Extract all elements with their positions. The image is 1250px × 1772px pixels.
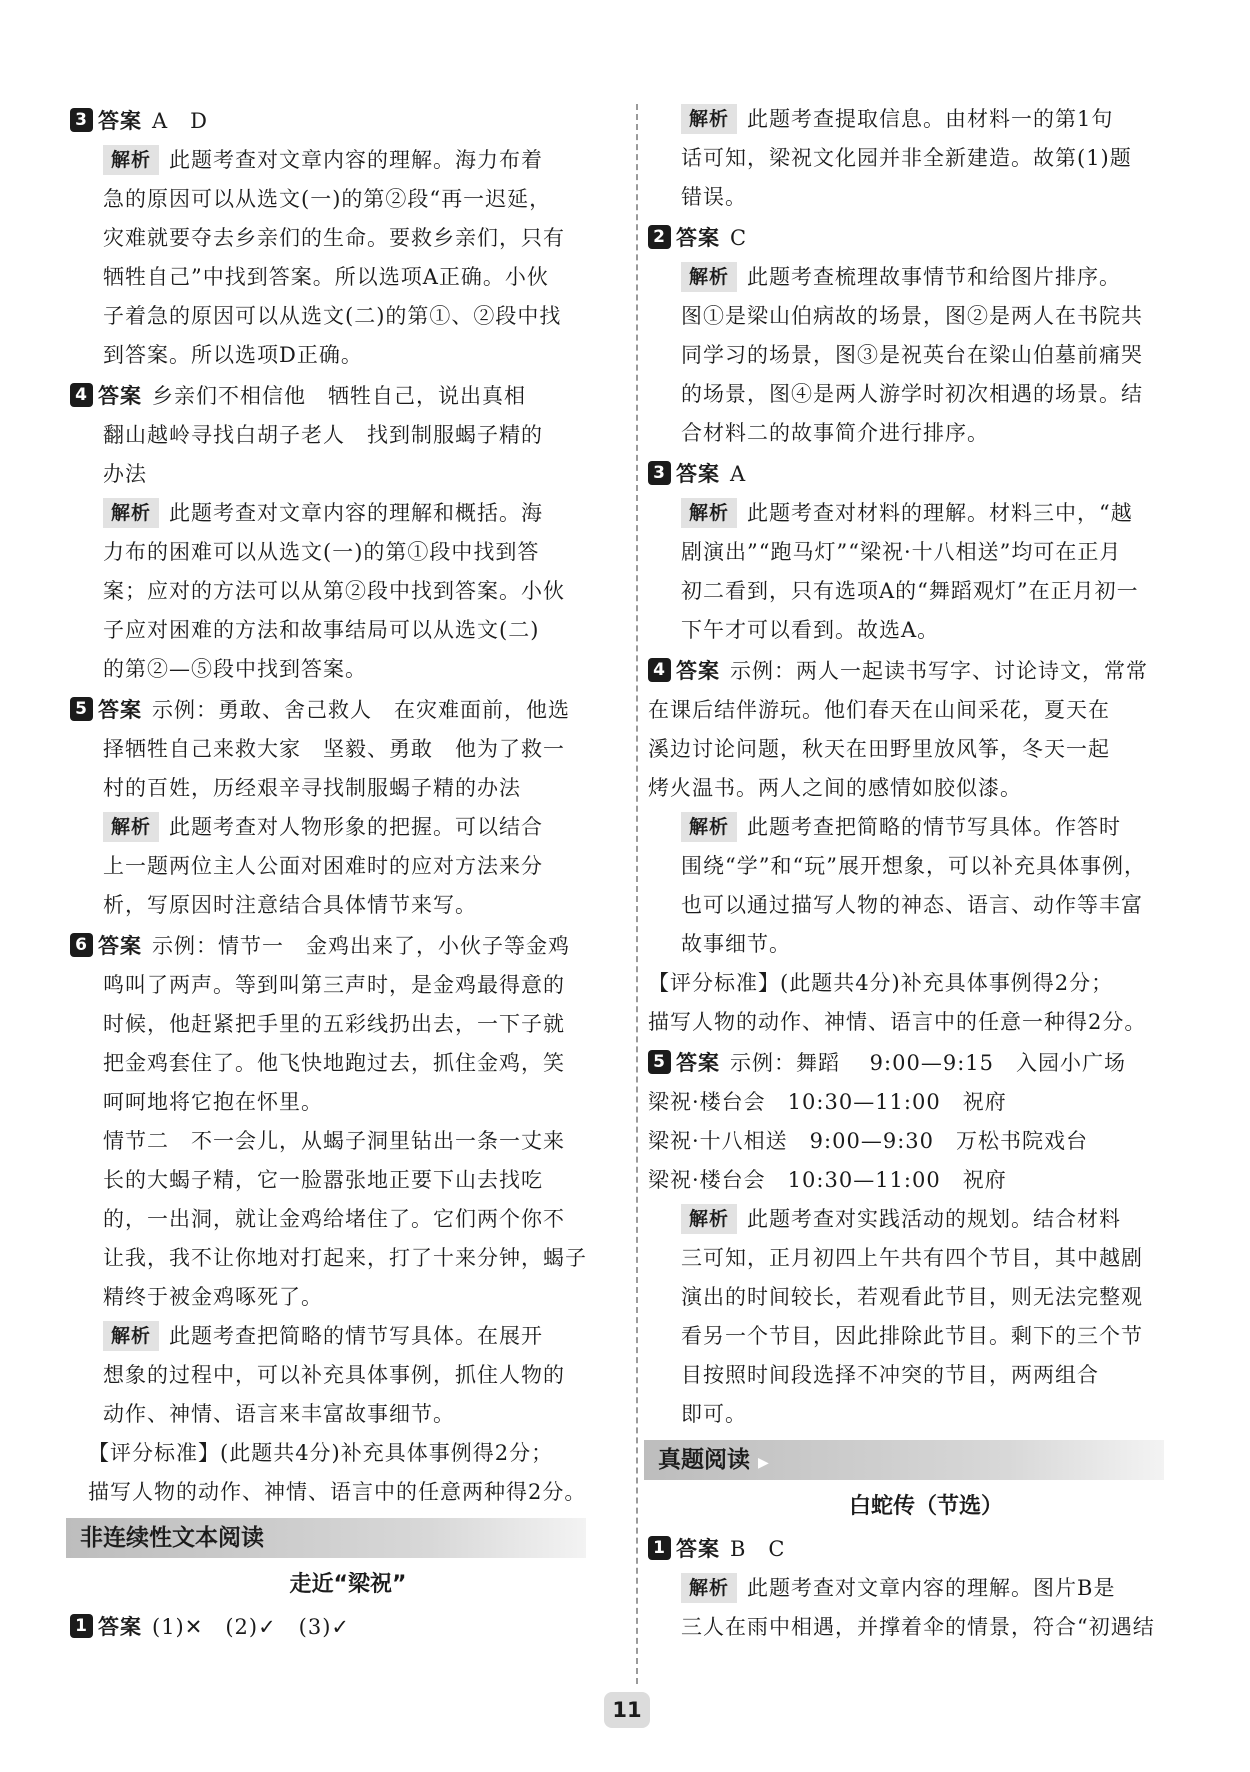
schedule-line: 梁祝·楼台会 10:30—11:00 祝府 [648,1090,1007,1114]
explanation-line: 子应对困难的方法和故事结局可以从选文(二) [103,618,540,642]
question-number: 1 [648,1536,671,1560]
answer-q3 [70,102,626,141]
explanation-tag: 解析 [681,1573,737,1603]
answer-q2 [648,219,1204,258]
explanation-tag: 解析 [681,104,737,134]
explanation-tag: 解析 [103,498,159,528]
schedule-line: 梁祝·十八相送 9:00—9:30 万松书院戏台 [648,1129,1088,1153]
answer-q1 [70,1608,626,1647]
explanation-line: 此题考查把简略的情节写具体。在展开 [169,1324,544,1348]
explanation-line: 上一题两位主人公面对困难时的应对方法来分 [103,854,543,878]
explanation-line: 急的原因可以从选文(一)的第②段“再一迟延， [103,187,552,211]
explanation-q3-right [648,494,1204,650]
answer-label: 答案 [98,384,142,408]
explanation-q5 [70,808,626,925]
explanation-line: 下午才可以看到。故选A。 [681,618,940,642]
explanation-line: 看另一个节目，因此排除此节目。剩下的三个节 [681,1324,1143,1348]
explanation-line: 力布的困难可以从选文(一)的第①段中找到答 [103,540,540,564]
answer-text: C [730,226,748,250]
question-number: 5 [70,697,93,721]
answer-label: 答案 [676,226,720,250]
explanation-line: 故事细节。 [681,932,791,956]
passage-title: 白蛇传（节选） [848,1494,1003,1519]
answer-q6-continued [70,966,626,1317]
explanation-line: 三可知，正月初四上午共有四个节目，其中越剧 [681,1246,1143,1270]
answer-text: (1)✕ (2)✓ (3)✓ [152,1615,351,1639]
answer-line: 精终于被金鸡啄死了。 [103,1285,323,1309]
answer-line: 把金鸡套住了。他飞快地跑过去，抓住金鸡，笑 [103,1051,565,1075]
answer-label: 答案 [676,462,720,486]
answer-label: 答案 [98,109,142,133]
section-header-nonlinear-reading [66,1518,586,1558]
answer-q5-right [648,1044,1204,1083]
answer-line: 办法 [103,462,147,486]
answer-line: 示例：两人一起读书写字、讨论诗文，常常 [730,659,1148,683]
explanation-line: 演出的时间较长，若观看此节目，则无法完整观 [681,1285,1143,1309]
explanation-line: 此题考查对材料的理解。材料三中，“越 [747,501,1133,525]
explanation-tag: 解析 [103,145,159,175]
scoring-line: 【评分标准】(此题共4分)补充具体事例得2分； [88,1441,554,1465]
explanation-line: 动作、神情、语言来丰富故事细节。 [103,1402,455,1426]
explanation-line: 此题考查对实践活动的规划。结合材料 [747,1207,1122,1231]
scoring-criteria-q6 [70,1434,626,1512]
answer-text: A D [152,109,209,133]
explanation-line: 目按照时间段选择不冲突的节目，两两组合 [681,1363,1099,1387]
answer-line: 鸣叫了两声。等到叫第三声时，是金鸡最得意的 [103,973,565,997]
explanation-line: 此题考查对人物形象的把握。可以结合 [169,815,544,839]
explanation-line: 此题考查梳理故事情节和给图片排序。 [747,265,1122,289]
schedule-line: 梁祝·楼台会 10:30—11:00 祝府 [648,1168,1007,1192]
question-number: 4 [70,383,93,407]
answer-line: 示例：勇敢、舍己救人 在灾难面前，他选 [152,698,570,722]
question-number: 6 [70,933,93,957]
explanation-tag: 解析 [681,1204,737,1234]
question-number: 5 [648,1050,671,1074]
answer-q1-right [648,1530,1204,1569]
question-number: 3 [648,461,671,485]
right-column [648,100,1204,1647]
explanation-line: 析，写原因时注意结合具体情节来写。 [103,893,477,917]
answer-label: 答案 [98,1615,142,1639]
scoring-line: 描写人物的动作、神情、语言中的任意一种得2分。 [648,1010,1147,1034]
explanation-line: 同学习的场景，图③是祝英台在梁山伯墓前痛哭 [681,343,1143,367]
answer-line: 情节二 不一会儿，从蝎子洞里钻出一条一丈来 [103,1129,565,1153]
answer-q5 [70,691,626,730]
answer-line: 村的百姓，历经艰辛寻找制服蝎子精的办法 [103,776,521,800]
question-number: 3 [70,108,93,132]
explanation-tag: 解析 [681,262,737,292]
page-number: 11 [604,1692,650,1728]
explanation-tag: 解析 [103,1321,159,1351]
explanation-tag: 解析 [103,812,159,842]
explanation-tag: 解析 [681,812,737,842]
answer-q4-continued [70,416,626,494]
explanation-q5-right [648,1200,1204,1434]
answer-line: 让我，我不让你地对打起来，打了十来分钟，蝎子 [103,1246,587,1270]
scoring-line: 描写人物的动作、神情、语言中的任意两种得2分。 [88,1480,587,1504]
explanation-line: 剧演出”“跑马灯”“梁祝·十八相送”均可在正月 [681,540,1122,564]
explanation-line: 此题考查提取信息。由材料一的第1句 [747,107,1114,131]
explanation-q6 [70,1317,626,1434]
answer-label: 答案 [98,934,142,958]
explanation-line: 初二看到，只有选项A的“舞蹈观灯”在正月初一 [681,579,1139,603]
explanation-line: 也可以通过描写人物的神态、语言、动作等丰富 [681,893,1143,917]
answer-line: 乡亲们不相信他 牺牲自己，说出真相 [152,384,526,408]
answer-line: 在课后结伴游玩。他们春天在山间采花，夏天在 [648,698,1110,722]
answer-q4-right [648,652,1204,691]
left-column [70,100,626,1647]
explanation-line: 合材料二的故事简介进行排序。 [681,421,989,445]
explanation-line: 图①是梁山伯病故的场景，图②是两人在书院共 [681,304,1143,328]
answer-text: A [730,462,747,486]
answer-line: 翻山越岭寻找白胡子老人 找到制服蝎子精的 [103,423,543,447]
answer-label: 答案 [676,1051,720,1075]
answer-line: 时候，他赶紧把手里的五彩线扔出去，一下子就 [103,1012,565,1036]
question-number: 4 [648,658,671,682]
explanation-line: 灾难就要夺去乡亲们的生命。要救乡亲们，只有 [103,226,565,250]
answer-label: 答案 [676,659,720,683]
answer-line: 长的大蝎子精，它一脸嚣张地正要下山去找吃 [103,1168,543,1192]
explanation-line: 错误。 [681,185,747,209]
answer-line: 示例：情节一 金鸡出来了，小伙子等金鸡 [152,934,570,958]
answer-q4-right-continued [648,691,1204,808]
answer-text: B C [730,1537,786,1561]
explanation-line: 即可。 [681,1402,747,1426]
explanation-line: 子着急的原因可以从选文(二)的第①、②段中找 [103,304,562,328]
question-number: 2 [648,225,671,249]
section-header-exam-reading [644,1440,1164,1480]
explanation-q4-right [648,808,1204,964]
explanation-q1 [648,100,1204,217]
column-divider [636,104,638,1684]
answer-label: 答案 [98,698,142,722]
answer-label: 答案 [676,1537,720,1561]
explanation-line: 此题考查把简略的情节写具体。作答时 [747,815,1122,839]
explanation-q2 [648,258,1204,453]
passage-title: 走近“梁祝” [289,1572,407,1597]
scoring-criteria-q4 [648,964,1204,1042]
explanation-line: 三人在雨中相遇，并撑着伞的情景，符合“初遇结 [681,1615,1155,1639]
explanation-q3 [70,141,626,375]
answer-q4 [70,377,626,416]
explanation-line: 案；应对的方法可以从第②段中找到答案。小伙 [103,579,565,603]
schedule-line: 示例：舞蹈 9:00—9:15 入园小广场 [730,1051,1126,1075]
answer-line: 的，一出洞，就让金鸡给堵住了。它们两个你不 [103,1207,565,1231]
explanation-line: 此题考查对文章内容的理解。图片B是 [747,1576,1116,1600]
answer-line: 烤火温书。两人之间的感情如胶似漆。 [648,776,1022,800]
answer-q5-continued [70,730,626,808]
section-title: 非连续性文本阅读 [80,1525,264,1551]
schedule-list [648,1083,1204,1200]
explanation-line: 想象的过程中，可以补充具体事例，抓住人物的 [103,1363,565,1387]
section-arrow-icon: ▶ [758,1455,769,1471]
explanation-line: 到答案。所以选项D正确。 [103,343,363,367]
explanation-line: 话可知，梁祝文化园并非全新建造。故第(1)题 [681,146,1132,170]
explanation-line: 此题考查对文章内容的理解和概括。海 [169,501,544,525]
answer-q3-right [648,455,1204,494]
explanation-tag: 解析 [681,498,737,528]
section-title: 真题阅读 [658,1447,750,1473]
explanation-line: 牺牲自己”中找到答案。所以选项A正确。小伙 [103,265,549,289]
explanation-line: 的场景，图④是两人游学时初次相遇的场景。结 [681,382,1143,406]
question-number: 1 [70,1614,93,1638]
explanation-q1-right [648,1569,1204,1647]
explanation-line: 围绕“学”和“玩”展开想象，可以补充具体事例， [681,854,1146,878]
answer-line: 择牺牲自己来救大家 坚毅、勇敢 他为了救一 [103,737,565,761]
explanation-q4 [70,494,626,689]
answer-q6 [70,927,626,966]
explanation-line: 此题考查对文章内容的理解。海力布着 [169,148,544,172]
explanation-line: 的第②—⑤段中找到答案。 [103,657,367,681]
answer-line: 呵呵地将它抱在怀里。 [103,1090,323,1114]
scoring-line: 【评分标准】(此题共4分)补充具体事例得2分； [648,971,1114,995]
answer-line: 溪边讨论问题，秋天在田野里放风筝，冬天一起 [648,737,1110,761]
